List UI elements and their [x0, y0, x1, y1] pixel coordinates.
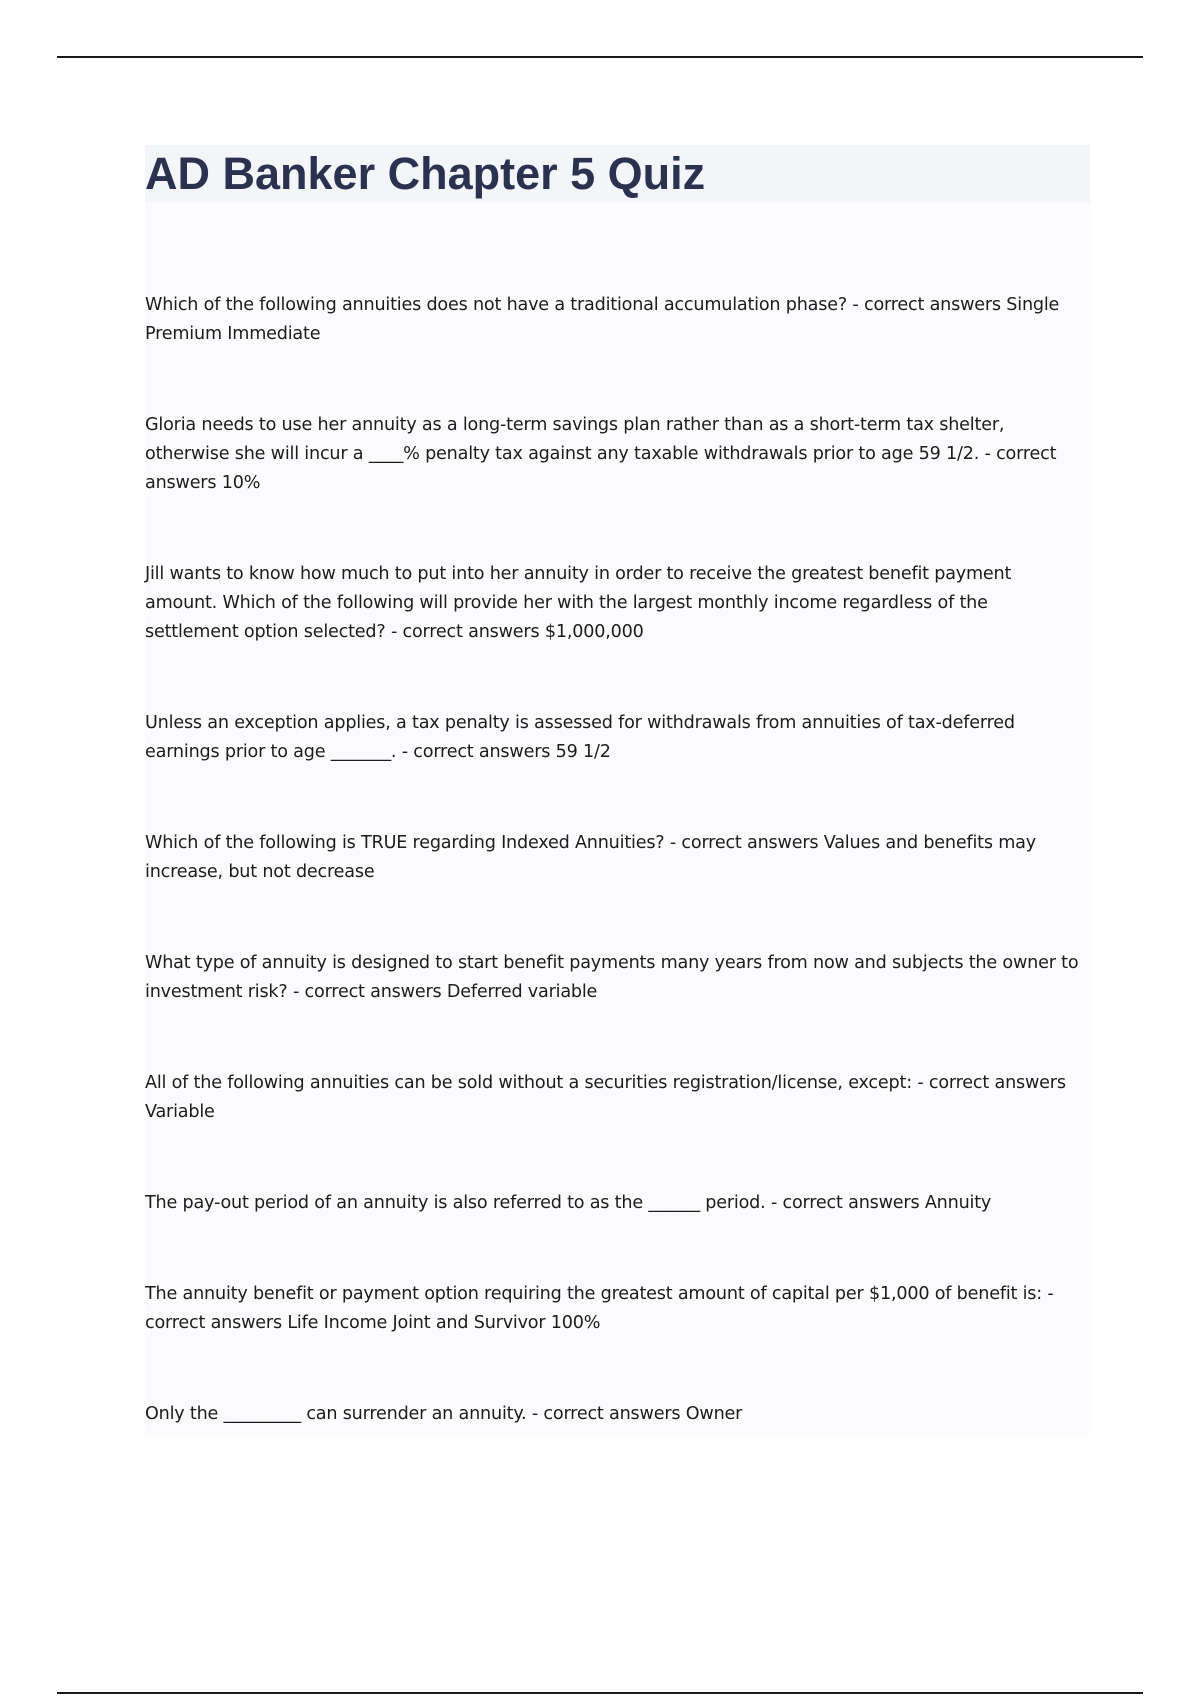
- answer-text: Annuity: [924, 1193, 992, 1213]
- qa-item: The annuity benefit or payment option requiring the greatest amount of capital per $1,000 of benefit is: - correct answers Life Income Joint and Survivor 100%: [145, 1284, 1054, 1333]
- answer-text: 59 1/2: [555, 742, 611, 762]
- answer-text: Variable: [145, 1102, 215, 1122]
- qa-item: Which of the following is TRUE regarding Indexed Annuities? - correct answers Values and benefits may increase, but not decrease: [145, 833, 1036, 882]
- answer-prefix: correct answers: [681, 833, 819, 853]
- question-text: Jill wants to know how much to put into her annuity in order to receive the greatest benefit payment amount. Which of the following will provide her with the largest monthly income regardless of the settlement option selected?: [145, 564, 1012, 642]
- answer-prefix: correct answers: [782, 1193, 920, 1213]
- answer-text: 10%: [221, 473, 261, 493]
- answer-text: Deferred variable: [446, 982, 598, 1002]
- qa-list: [145, 291, 1085, 1491]
- question-text: Gloria needs to use her annuity as a long-term savings plan rather than as a short-term tax shelter, otherwise she will incur a ____% penalty tax against any taxable withdrawals prior to age 59 1/2.: [145, 415, 1005, 464]
- question-text: All of the following annuities can be sold without a securities registration/license, except:: [145, 1073, 912, 1093]
- qa-item: Which of the following annuities does not have a traditional accumulation phase? - correct answers Single Premium Immediate: [145, 295, 1060, 344]
- question-text: Which of the following annuities does not have a traditional accumulation phase?: [145, 295, 847, 315]
- answer-prefix: correct answers: [402, 622, 540, 642]
- qa-item: Unless an exception applies, a tax penalty is assessed for withdrawals from annuities of tax-deferred earnings prior to age _______. - correct answers 59 1/2: [145, 713, 1015, 762]
- bottom-rule: [57, 1692, 1143, 1694]
- answer-text: Values and benefits may increase, but not decrease: [145, 833, 1036, 882]
- answer-prefix: correct answers: [304, 982, 442, 1002]
- answer-text: Owner: [685, 1404, 743, 1424]
- qa-item: Gloria needs to use her annuity as a long-term savings plan rather than as a short-term tax shelter, otherwise she will incur a ____% penalty tax against any taxable withdrawals prior to age 59 1/2. - correct answers 10%: [145, 415, 1057, 493]
- answer-prefix: correct answers: [928, 1073, 1066, 1093]
- answer-text: Single Premium Immediate: [145, 295, 1060, 344]
- top-rule: [57, 56, 1143, 58]
- document-title: AD Banker Chapter 5 Quiz: [145, 148, 706, 199]
- answer-text: Life Income Joint and Survivor 100%: [287, 1313, 601, 1333]
- answer-prefix: correct answers: [145, 1313, 282, 1333]
- qa-item: All of the following annuities can be sold without a securities registration/license, except: - correct answers Variable: [145, 1073, 1066, 1122]
- question-text: Unless an exception applies, a tax penalty is assessed for withdrawals from annuities of tax-deferred earnings prior to age _______.: [145, 713, 1015, 762]
- question-text: The annuity benefit or payment option requiring the greatest amount of capital per $1,000 of benefit is:: [145, 1284, 1042, 1304]
- answer-prefix: correct answers: [413, 742, 551, 762]
- question-text: The pay-out period of an annuity is also referred to as the ______ period.: [145, 1193, 766, 1213]
- qa-item: The pay-out period of an annuity is also referred to as the ______ period. - correct answers Annuity: [145, 1193, 992, 1213]
- answer-text: $1,000,000: [544, 622, 644, 642]
- answer-prefix: correct answers: [863, 295, 1001, 315]
- question-text: Which of the following is TRUE regarding Indexed Annuities?: [145, 833, 665, 853]
- qa-item: What type of annuity is designed to start benefit payments many years from now and subjects the owner to investment risk? - correct answers Deferred variable: [145, 953, 1079, 1002]
- question-text: Only the _________ can surrender an annuity.: [145, 1404, 527, 1424]
- answer-prefix: correct answers: [145, 444, 1057, 493]
- qa-item: Only the _________ can surrender an annuity. - correct answers Owner: [145, 1404, 743, 1424]
- qa-item: Jill wants to know how much to put into her annuity in order to receive the greatest benefit payment amount. Which of the following will provide her with the largest monthly income regardless of the settlement option selected? - correct answers $1,000,000: [145, 564, 1012, 642]
- answer-prefix: correct answers: [543, 1404, 681, 1424]
- question-text: What type of annuity is designed to start benefit payments many years from now and subjects the owner to investment risk?: [145, 953, 1079, 1002]
